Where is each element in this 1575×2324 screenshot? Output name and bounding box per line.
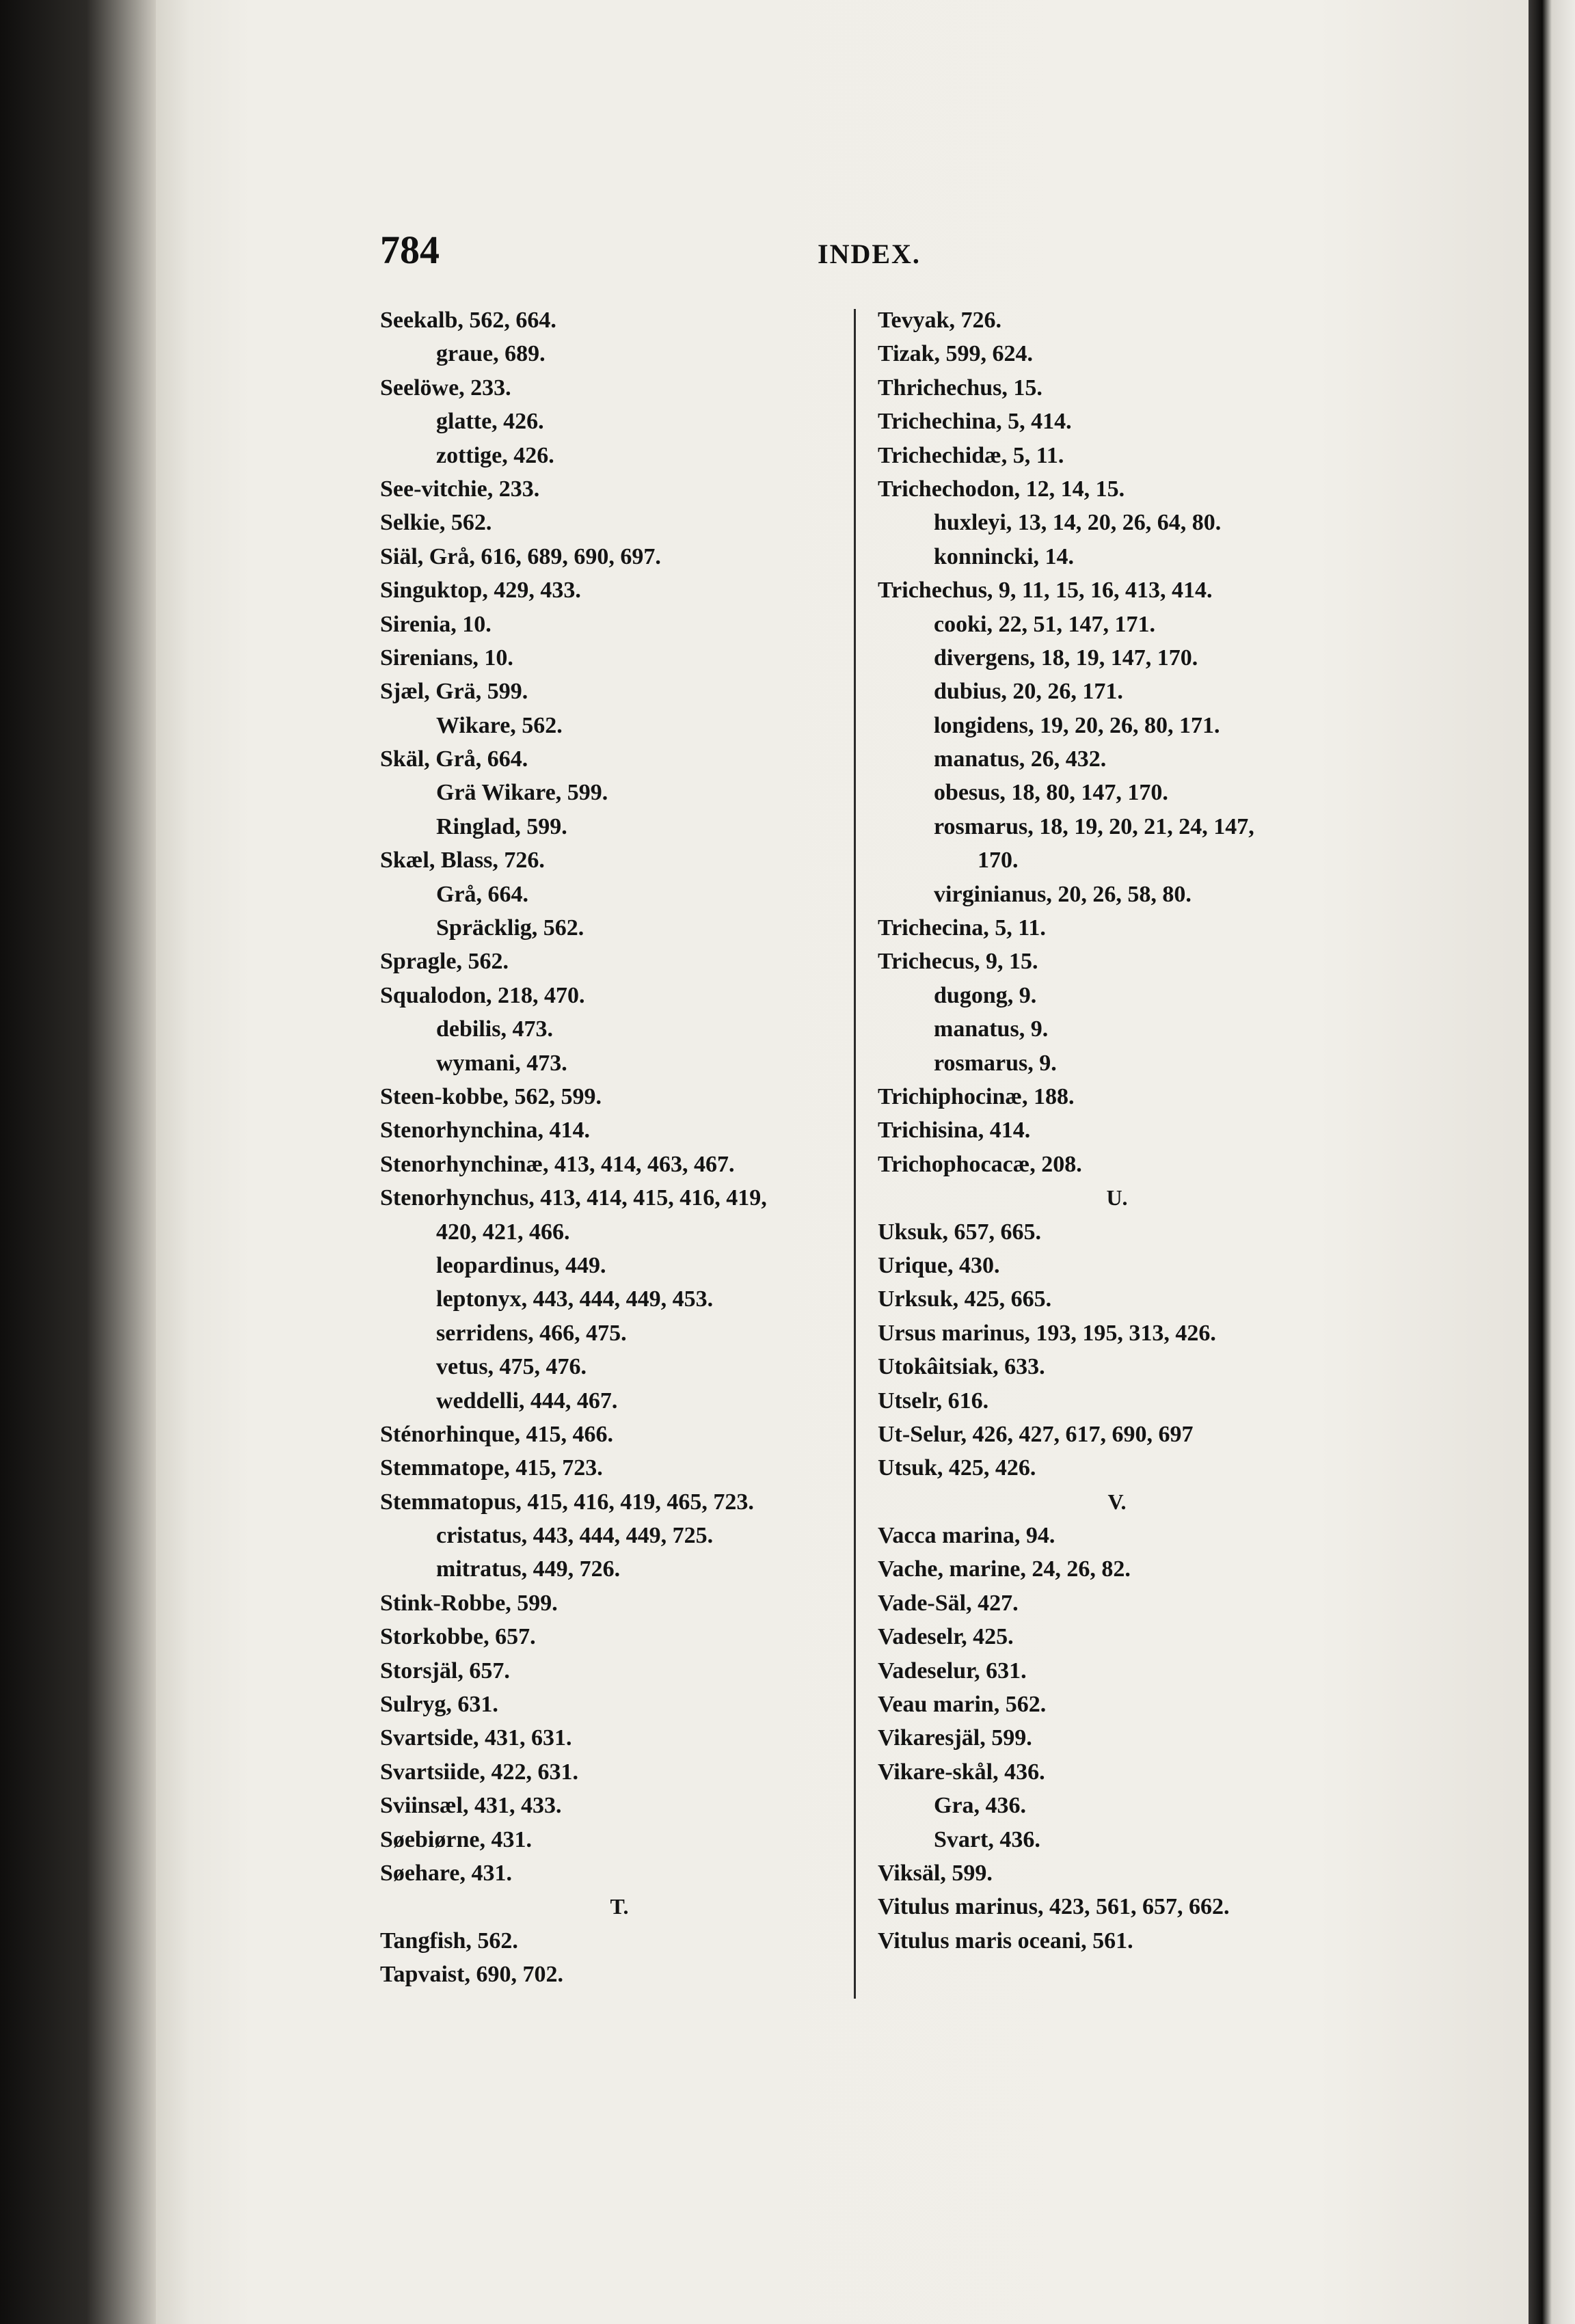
- page-header: [380, 227, 927, 282]
- index-entry: Vadeselr, 425.: [878, 1624, 1014, 1650]
- index-entry: Tangfish, 562.: [380, 1928, 518, 1954]
- index-entry: Stenorhynchina, 414.: [380, 1118, 590, 1144]
- index-subentry: weddelli, 444, 467.: [436, 1388, 618, 1414]
- index-entry: Sirenia, 10.: [380, 611, 492, 637]
- index-entry: Trichechidæ, 5, 11.: [878, 442, 1064, 468]
- index-subentry: rosmarus, 18, 19, 20, 21, 24, 147,: [934, 813, 1254, 839]
- index-entry: Trichophocacæ, 208.: [878, 1151, 1082, 1177]
- index-subentry: leptonyx, 443, 444, 449, 453.: [436, 1286, 714, 1312]
- index-entry: Vade-Säl, 427.: [878, 1590, 1019, 1616]
- index-entry: Vacca marina, 94.: [878, 1523, 1055, 1549]
- index-entry: Storsjäl, 657.: [380, 1658, 510, 1684]
- index-entry: Vadeselur, 631.: [878, 1658, 1027, 1684]
- index-entry: Singuktop, 429, 433.: [380, 578, 581, 604]
- index-entry: Svartsiide, 422, 631.: [380, 1759, 578, 1785]
- index-subentry: leopardinus, 449.: [436, 1252, 606, 1278]
- index-entry: Viksäl, 599.: [878, 1860, 993, 1886]
- index-entry: Trichisina, 414.: [878, 1118, 1031, 1144]
- index-subentry: glatte, 426.: [436, 409, 544, 435]
- index-entry: Sténorhinque, 415, 466.: [380, 1421, 613, 1447]
- index-subentry: 170.: [978, 848, 1019, 874]
- index-subentry: manatus, 9.: [934, 1016, 1049, 1042]
- index-entry: Utselr, 616.: [878, 1388, 989, 1414]
- index-subentry: Ringlad, 599.: [436, 813, 567, 839]
- index-subentry: Svart, 436.: [934, 1826, 1040, 1852]
- index-entry: Vitulus marinus, 423, 561, 657, 662.: [878, 1894, 1230, 1920]
- index-entry: Thrichechus, 15.: [878, 375, 1042, 401]
- index-entry: Stenorhynchinæ, 413, 414, 463, 467.: [380, 1151, 735, 1177]
- index-entry: Stemmatope, 415, 723.: [380, 1455, 603, 1481]
- index-entry: Tevyak, 726.: [878, 308, 1002, 333]
- index-entry: Trichiphocinæ, 188.: [878, 1083, 1075, 1109]
- index-subentry: dugong, 9.: [934, 982, 1037, 1008]
- book-binding-shadow: [0, 0, 157, 2324]
- index-entry: Seekalb, 562, 664.: [380, 308, 556, 333]
- section-letter: V.: [1107, 1489, 1127, 1514]
- index-entry: Vache, marine, 24, 26, 82.: [878, 1556, 1131, 1582]
- index-entry: Sirenians, 10.: [380, 645, 513, 671]
- index-entry: Trichecina, 5, 11.: [878, 915, 1046, 941]
- index-entry: Trichechus, 9, 11, 15, 16, 413, 414.: [878, 578, 1213, 604]
- index-subentry: cristatus, 443, 444, 449, 725.: [436, 1523, 714, 1549]
- index-entry: Søehare, 431.: [380, 1860, 512, 1886]
- index-entry: Svartside, 431, 631.: [380, 1725, 572, 1751]
- index-subentry: manatus, 26, 432.: [934, 746, 1107, 772]
- index-entry: Skäl, Grå, 664.: [380, 746, 528, 772]
- index-entry: Urksuk, 425, 665.: [878, 1286, 1052, 1312]
- index-subentry: longidens, 19, 20, 26, 80, 171.: [934, 712, 1220, 738]
- index-subentry: serridens, 466, 475.: [436, 1320, 627, 1346]
- index-entry: Trichechina, 5, 414.: [878, 409, 1072, 435]
- index-entry: Storkobbe, 657.: [380, 1624, 536, 1650]
- section-letter: T.: [610, 1894, 629, 1919]
- index-entry: Spragle, 562.: [380, 949, 509, 975]
- index-subentry: zottige, 426.: [436, 442, 554, 468]
- page-number: 784: [380, 228, 440, 272]
- index-column-left: [380, 303, 845, 1992]
- index-entry: Trichecus, 9, 15.: [878, 949, 1038, 975]
- index-subentry: dubius, 20, 26, 171.: [934, 679, 1123, 705]
- index-entry: Stink-Robbe, 599.: [380, 1590, 558, 1616]
- index-subentry: Grå, 664.: [436, 881, 529, 907]
- index-entry: Vikaresjäl, 599.: [878, 1725, 1032, 1751]
- index-entry: Søebiørne, 431.: [380, 1826, 532, 1852]
- index-entry: See-vitchie, 233.: [380, 476, 540, 502]
- index-entry: Tapvaist, 690, 702.: [380, 1962, 563, 1988]
- index-entry: Squalodon, 218, 470.: [380, 982, 585, 1008]
- index-entry: Uksuk, 657, 665.: [878, 1219, 1042, 1245]
- index-subentry: wymani, 473.: [436, 1050, 567, 1076]
- index-entry: Selkie, 562.: [380, 510, 492, 536]
- index-entry: Sjæl, Grä, 599.: [380, 679, 528, 705]
- index-subentry: debilis, 473.: [436, 1016, 553, 1042]
- index-entry: Utokâitsiak, 633.: [878, 1354, 1045, 1380]
- index-subentry: graue, 689.: [436, 341, 546, 367]
- running-title: INDEX.: [818, 239, 921, 269]
- index-entry: Sulryg, 631.: [380, 1692, 498, 1718]
- index-subentry: divergens, 18, 19, 147, 170.: [934, 645, 1198, 671]
- index-subentry: virginianus, 20, 26, 58, 80.: [934, 881, 1192, 907]
- index-entry: Siäl, Grå, 616, 689, 690, 697.: [380, 543, 661, 569]
- section-letter: U.: [1106, 1185, 1128, 1211]
- index-subentry: Spräcklig, 562.: [436, 915, 584, 941]
- index-entry: Urique, 430.: [878, 1252, 1000, 1278]
- index-subentry: 420, 421, 466.: [436, 1219, 570, 1245]
- index-entry: Sviinsæl, 431, 433.: [380, 1793, 562, 1819]
- index-entry: Skæl, Blass, 726.: [380, 848, 545, 874]
- index-subentry: konnincki, 14.: [934, 543, 1075, 569]
- index-entry: Steen-kobbe, 562, 599.: [380, 1083, 602, 1109]
- index-subentry: rosmarus, 9.: [934, 1050, 1057, 1076]
- index-entry: Stenorhynchus, 413, 414, 415, 416, 419,: [380, 1185, 767, 1211]
- index-entry: Ursus marinus, 193, 195, 313, 426.: [878, 1320, 1216, 1346]
- index-subentry: obesus, 18, 80, 147, 170.: [934, 780, 1168, 806]
- index-subentry: Gra, 436.: [934, 1793, 1027, 1819]
- index-entry: Utsuk, 425, 426.: [878, 1455, 1036, 1481]
- index-entry: Vitulus maris oceani, 561.: [878, 1928, 1133, 1954]
- page-edge-right: [1529, 0, 1575, 2324]
- index-subentry: mitratus, 449, 726.: [436, 1556, 621, 1582]
- index-subentry: Grä Wikare, 599.: [436, 780, 608, 806]
- index-subentry: vetus, 475, 476.: [436, 1354, 587, 1380]
- index-entry: Seelöwe, 233.: [380, 375, 511, 401]
- index-column-right: [878, 303, 1315, 1958]
- index-subentry: huxleyi, 13, 14, 20, 26, 64, 80.: [934, 510, 1222, 536]
- index-entry: Veau marin, 562.: [878, 1692, 1047, 1718]
- index-entry: Ut-Selur, 426, 427, 617, 690, 697: [878, 1421, 1194, 1447]
- index-entry: Vikare-skål, 436.: [878, 1759, 1045, 1785]
- index-subentry: cooki, 22, 51, 147, 171.: [934, 611, 1155, 637]
- column-divider: [854, 309, 856, 1999]
- index-subentry: Wikare, 562.: [436, 712, 563, 738]
- index-entry: Trichechodon, 12, 14, 15.: [878, 476, 1125, 502]
- index-entry: Stemmatopus, 415, 416, 419, 465, 723.: [380, 1489, 754, 1515]
- index-entry: Tizak, 599, 624.: [878, 341, 1034, 367]
